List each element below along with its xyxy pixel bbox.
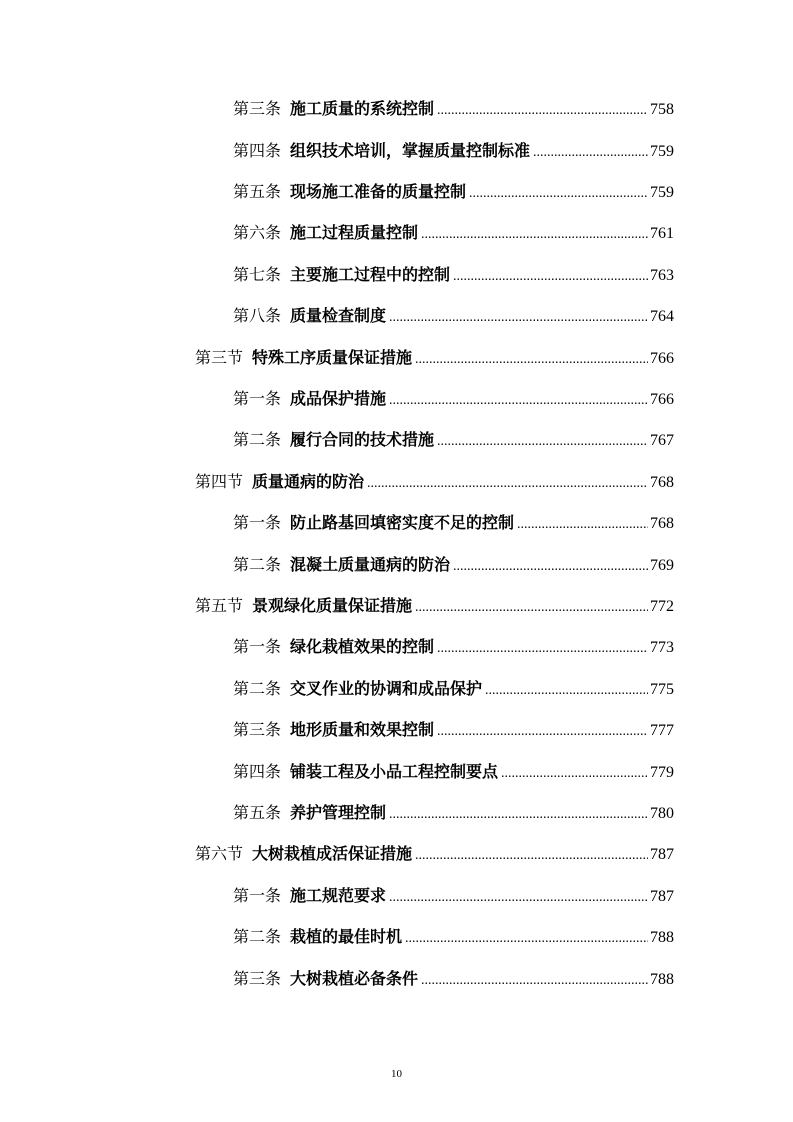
toc-entry[interactable] bbox=[233, 966, 674, 992]
toc-entry-page: 766 bbox=[650, 350, 674, 367]
toc-entry-title: 景观绿化质量保证措施 bbox=[252, 596, 413, 615]
toc-entry-page: 758 bbox=[650, 101, 674, 118]
toc-entry[interactable] bbox=[233, 179, 674, 205]
toc-entry-number: 第四条 bbox=[233, 141, 282, 160]
toc-leader-dots bbox=[389, 388, 648, 414]
toc-entry-title: 施工规范要求 bbox=[290, 886, 387, 905]
toc-entry-title: 混凝土质量通病的防治 bbox=[290, 555, 451, 574]
toc-leader-dots bbox=[533, 140, 648, 166]
toc-entry-number: 第八条 bbox=[233, 306, 282, 325]
toc-entry-number: 第三条 bbox=[233, 720, 282, 739]
toc-entry-title: 现场施工准备的质量控制 bbox=[290, 182, 467, 201]
toc-entry-title: 防止路基回填密实度不足的控制 bbox=[290, 513, 515, 532]
toc-entry[interactable] bbox=[233, 96, 674, 122]
toc-entry-page: 780 bbox=[650, 805, 674, 822]
toc-entry-page: 787 bbox=[650, 888, 674, 905]
toc-leader-dots bbox=[405, 926, 648, 952]
toc-leader-dots bbox=[421, 222, 648, 248]
toc-entry-number: 第七条 bbox=[233, 265, 282, 284]
toc-entry-title: 养护管理控制 bbox=[290, 803, 387, 822]
toc-entry[interactable] bbox=[233, 717, 674, 743]
toc-entry-page: 788 bbox=[650, 929, 674, 946]
toc-entry-number: 第三条 bbox=[233, 99, 282, 118]
toc-entry-number: 第二条 bbox=[233, 555, 282, 574]
toc-entry-number: 第二条 bbox=[233, 927, 282, 946]
toc-entry-page: 759 bbox=[650, 143, 674, 160]
toc-section-entry[interactable] bbox=[195, 345, 674, 371]
toc-entry-page: 787 bbox=[650, 846, 674, 863]
toc-entry-page: 764 bbox=[650, 308, 674, 325]
toc-entry-page: 767 bbox=[650, 432, 674, 449]
toc-entry-number: 第一条 bbox=[233, 389, 282, 408]
toc-entry-title: 交叉作业的协调和成品保护 bbox=[290, 679, 483, 698]
toc-entry-page: 777 bbox=[650, 722, 674, 739]
toc-entry-title: 质量通病的防治 bbox=[252, 472, 365, 491]
toc-entry-number: 第三节 bbox=[195, 348, 244, 367]
toc-leader-dots bbox=[415, 595, 648, 621]
toc-leader-dots bbox=[415, 843, 648, 869]
toc-entry-title: 主要施工过程中的控制 bbox=[290, 265, 451, 284]
toc-entry-title: 地形质量和效果控制 bbox=[290, 720, 435, 739]
toc-entry-page: 768 bbox=[650, 515, 674, 532]
toc-entry[interactable] bbox=[233, 924, 674, 950]
toc-entry-title: 施工质量的系统控制 bbox=[290, 99, 435, 118]
toc-leader-dots bbox=[469, 181, 648, 207]
toc-leader-dots bbox=[389, 885, 648, 911]
toc-entry-number: 第五节 bbox=[195, 596, 244, 615]
toc-section-entry[interactable] bbox=[195, 841, 674, 867]
toc-entry-title: 质量检查制度 bbox=[290, 306, 387, 325]
toc-entry-number: 第一条 bbox=[233, 513, 282, 532]
toc-entry-number: 第六条 bbox=[233, 223, 282, 242]
toc-entry-title: 大树栽植必备条件 bbox=[290, 969, 419, 988]
toc-entry-number: 第三条 bbox=[233, 969, 282, 988]
toc-entry-title: 施工过程质量控制 bbox=[290, 223, 419, 242]
toc-entry[interactable] bbox=[233, 676, 674, 702]
toc-entry-number: 第二条 bbox=[233, 430, 282, 449]
toc-entry[interactable] bbox=[233, 427, 674, 453]
toc-entry[interactable] bbox=[233, 303, 674, 329]
toc-entry[interactable] bbox=[233, 510, 674, 536]
toc-entry[interactable] bbox=[233, 883, 674, 909]
toc-leader-dots bbox=[437, 429, 648, 455]
toc-entry-page: 773 bbox=[650, 639, 674, 656]
toc-entry-page: 772 bbox=[650, 598, 674, 615]
toc-entry-page: 768 bbox=[650, 474, 674, 491]
toc-leader-dots bbox=[437, 98, 648, 124]
toc-leader-dots bbox=[389, 305, 648, 331]
toc-entry-page: 766 bbox=[650, 391, 674, 408]
toc-entry-page: 779 bbox=[650, 764, 674, 781]
toc-entry-title: 大树栽植成活保证措施 bbox=[252, 844, 413, 863]
toc-leader-dots bbox=[453, 554, 648, 580]
toc-entry-page: 761 bbox=[650, 225, 674, 242]
toc-entry-title: 履行合同的技术措施 bbox=[290, 430, 435, 449]
toc-entry-number: 第五条 bbox=[233, 182, 282, 201]
toc-entry[interactable] bbox=[233, 220, 674, 246]
toc-entry-title: 特殊工序质量保证措施 bbox=[252, 348, 413, 367]
toc-entry-title: 成品保护措施 bbox=[290, 389, 387, 408]
toc-entry[interactable] bbox=[233, 138, 674, 164]
page-number: 10 bbox=[391, 1068, 402, 1080]
toc-entry-title: 组织技术培训，掌握质量控制标准 bbox=[290, 141, 531, 160]
toc-entry-number: 第二条 bbox=[233, 679, 282, 698]
toc-entry-number: 第六节 bbox=[195, 844, 244, 863]
toc-entry-number: 第一条 bbox=[233, 886, 282, 905]
toc-entry-page: 788 bbox=[650, 971, 674, 988]
toc-entry-page: 769 bbox=[650, 557, 674, 574]
toc-entry-title: 绿化栽植效果的控制 bbox=[290, 637, 435, 656]
toc-entry[interactable] bbox=[233, 800, 674, 826]
toc-entry-number: 第五条 bbox=[233, 803, 282, 822]
toc-leader-dots bbox=[517, 512, 648, 538]
toc-entry-page: 775 bbox=[650, 681, 674, 698]
toc-leader-dots bbox=[453, 264, 648, 290]
toc-entry-number: 第四条 bbox=[233, 762, 282, 781]
toc-leader-dots bbox=[367, 471, 648, 497]
toc-entry[interactable] bbox=[233, 759, 674, 785]
toc-leader-dots bbox=[501, 761, 648, 787]
toc-entry[interactable] bbox=[233, 386, 674, 412]
toc-leader-dots bbox=[437, 719, 648, 745]
toc-leader-dots bbox=[389, 802, 648, 828]
toc-section-entry[interactable] bbox=[195, 469, 674, 495]
toc-leader-dots bbox=[485, 678, 648, 704]
toc-leader-dots bbox=[415, 347, 648, 373]
toc-entry-number: 第四节 bbox=[195, 472, 244, 491]
toc-leader-dots bbox=[437, 636, 648, 662]
toc-leader-dots bbox=[421, 968, 648, 994]
toc-entry-number: 第一条 bbox=[233, 637, 282, 656]
toc-entry-title: 栽植的最佳时机 bbox=[290, 927, 403, 946]
toc-entry-title: 铺装工程及小品工程控制要点 bbox=[290, 762, 499, 781]
toc-entry[interactable] bbox=[233, 552, 674, 578]
toc-entry-page: 763 bbox=[650, 267, 674, 284]
toc-section-entry[interactable] bbox=[195, 593, 674, 619]
toc-entry-page: 759 bbox=[650, 184, 674, 201]
toc-entry[interactable] bbox=[233, 262, 674, 288]
toc-entry[interactable] bbox=[233, 634, 674, 660]
